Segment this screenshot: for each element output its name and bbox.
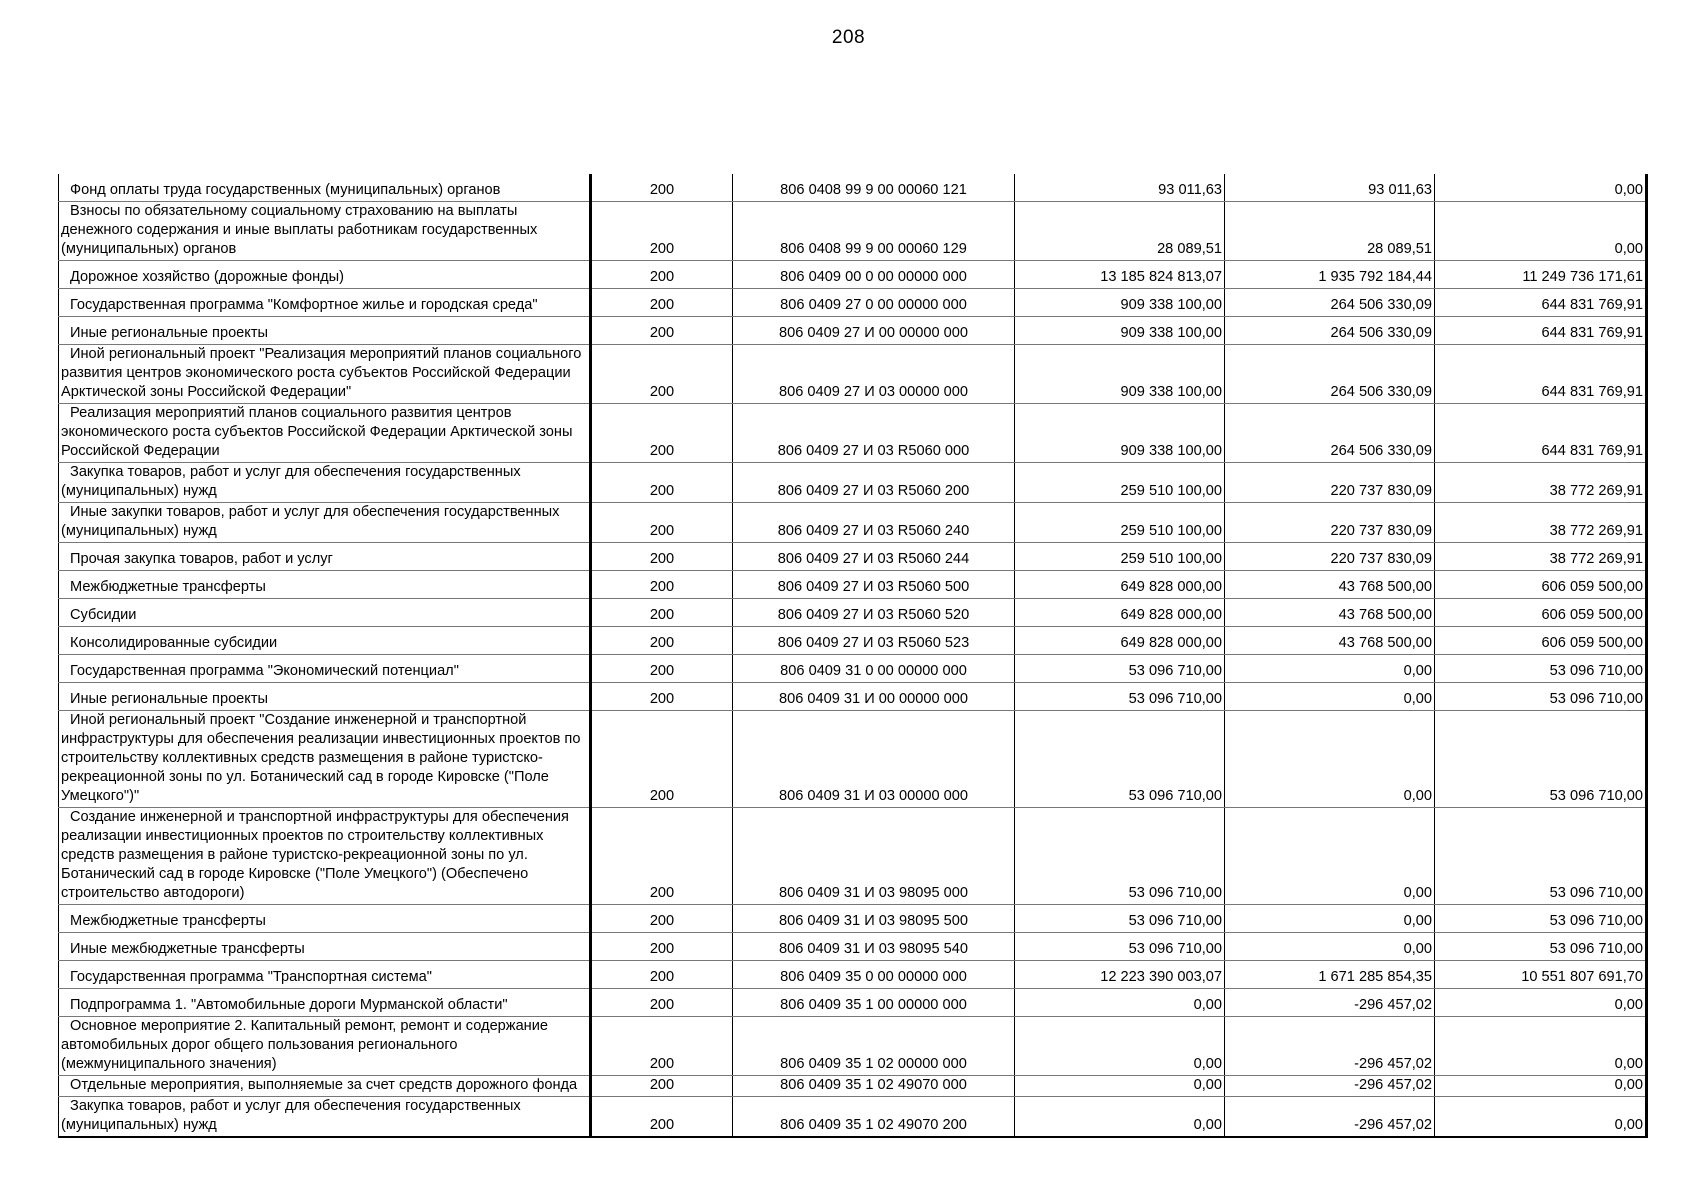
row-name: Консолидированные субсидии xyxy=(70,635,278,651)
table-row xyxy=(59,1017,1647,1076)
row-remaining: 10 551 807 691,70 xyxy=(1435,961,1647,989)
row-name-cell xyxy=(59,202,591,261)
row-code: 200 xyxy=(591,989,733,1017)
row-plan: 259 510 100,00 xyxy=(1015,503,1225,543)
row-name-cell xyxy=(59,1076,591,1097)
row-name: Прочая закупка товаров, работ и услуг xyxy=(70,551,333,567)
row-executed: -296 457,02 xyxy=(1225,989,1435,1017)
row-plan: 53 096 710,00 xyxy=(1015,905,1225,933)
row-name-cell xyxy=(59,711,591,808)
row-executed: 0,00 xyxy=(1225,655,1435,683)
row-executed: 264 506 330,09 xyxy=(1225,404,1435,463)
row-kbk: 806 0409 35 1 02 49070 000 xyxy=(733,1076,1015,1097)
row-name-cell xyxy=(59,261,591,289)
row-kbk: 806 0409 27 И 03 00000 000 xyxy=(733,345,1015,404)
table-row xyxy=(59,933,1647,961)
table-row xyxy=(59,989,1647,1017)
row-name-cell xyxy=(59,933,591,961)
row-plan: 259 510 100,00 xyxy=(1015,543,1225,571)
row-kbk: 806 0409 35 0 00 00000 000 xyxy=(733,961,1015,989)
row-executed: 264 506 330,09 xyxy=(1225,289,1435,317)
row-code: 200 xyxy=(591,1017,733,1076)
row-remaining: 644 831 769,91 xyxy=(1435,404,1647,463)
row-name-cell xyxy=(59,543,591,571)
row-code: 200 xyxy=(591,289,733,317)
row-executed: 0,00 xyxy=(1225,933,1435,961)
row-executed: 43 768 500,00 xyxy=(1225,571,1435,599)
row-name: Взносы по обязательному социальному страхованию на выплаты денежного содержания и иные выплаты работникам государственных (муниципальных) органов xyxy=(61,203,538,257)
row-executed: 0,00 xyxy=(1225,683,1435,711)
row-remaining: 606 059 500,00 xyxy=(1435,571,1647,599)
row-executed: 43 768 500,00 xyxy=(1225,627,1435,655)
row-executed: -296 457,02 xyxy=(1225,1076,1435,1097)
row-name-cell xyxy=(59,905,591,933)
row-plan: 649 828 000,00 xyxy=(1015,571,1225,599)
row-name: Дорожное хозяйство (дорожные фонды) xyxy=(70,269,345,285)
row-remaining: 53 096 710,00 xyxy=(1435,933,1647,961)
row-kbk: 806 0409 27 И 03 R5060 244 xyxy=(733,543,1015,571)
row-kbk: 806 0409 27 И 03 R5060 523 xyxy=(733,627,1015,655)
row-code: 200 xyxy=(591,655,733,683)
row-kbk: 806 0409 35 1 02 49070 200 xyxy=(733,1097,1015,1138)
row-name-cell xyxy=(59,808,591,905)
row-kbk: 806 0409 27 И 03 R5060 200 xyxy=(733,463,1015,503)
row-plan: 909 338 100,00 xyxy=(1015,289,1225,317)
row-plan: 649 828 000,00 xyxy=(1015,627,1225,655)
row-plan: 649 828 000,00 xyxy=(1015,599,1225,627)
row-plan: 53 096 710,00 xyxy=(1015,711,1225,808)
row-remaining: 606 059 500,00 xyxy=(1435,599,1647,627)
table-row xyxy=(59,1097,1647,1138)
table-row xyxy=(59,174,1647,202)
row-name: Иные межбюджетные трансферты xyxy=(70,941,305,957)
row-name-cell xyxy=(59,1017,591,1076)
row-code: 200 xyxy=(591,503,733,543)
row-plan: 909 338 100,00 xyxy=(1015,345,1225,404)
row-plan: 28 089,51 xyxy=(1015,202,1225,261)
table-row xyxy=(59,345,1647,404)
row-name: Закупка товаров, работ и услуг для обеспечения государственных (муниципальных) нужд xyxy=(61,1098,521,1133)
row-code: 200 xyxy=(591,404,733,463)
budget-execution-table-container xyxy=(58,174,1646,1138)
row-kbk: 806 0409 35 1 00 00000 000 xyxy=(733,989,1015,1017)
row-executed: 220 737 830,09 xyxy=(1225,503,1435,543)
table-row xyxy=(59,289,1647,317)
row-code: 200 xyxy=(591,627,733,655)
row-remaining: 0,00 xyxy=(1435,1017,1647,1076)
row-code: 200 xyxy=(591,711,733,808)
row-kbk: 806 0409 27 И 00 00000 000 xyxy=(733,317,1015,345)
row-executed: 0,00 xyxy=(1225,711,1435,808)
row-plan: 53 096 710,00 xyxy=(1015,808,1225,905)
row-executed: 1 935 792 184,44 xyxy=(1225,261,1435,289)
row-code: 200 xyxy=(591,261,733,289)
row-code: 200 xyxy=(591,599,733,627)
table-row xyxy=(59,503,1647,543)
table-row xyxy=(59,202,1647,261)
table-row xyxy=(59,317,1647,345)
row-kbk: 806 0409 31 И 03 98095 540 xyxy=(733,933,1015,961)
row-name-cell xyxy=(59,404,591,463)
table-row xyxy=(59,1076,1647,1097)
row-code: 200 xyxy=(591,961,733,989)
row-code: 200 xyxy=(591,808,733,905)
row-code: 200 xyxy=(591,202,733,261)
row-name: Межбюджетные трансферты xyxy=(70,579,266,595)
row-name: Создание инженерной и транспортной инфраструктуры для обеспечения реализации инвестиционных проектов по строительству коллективных средств размещения в районе туристско-рекреационной зоны по ул. Ботанический сад в городе Кировске ("Поле Умецкого") (Обеспечено строительство автодороги) xyxy=(61,809,569,901)
row-name: Реализация мероприятий планов социального развития центров экономического роста субъектов Российской Федерации Арктической зоны Российской Федерации xyxy=(61,405,573,459)
row-remaining: 38 772 269,91 xyxy=(1435,463,1647,503)
table-row xyxy=(59,808,1647,905)
row-remaining: 0,00 xyxy=(1435,1076,1647,1097)
row-kbk: 806 0408 99 9 00 00060 121 xyxy=(733,174,1015,202)
row-name: Отдельные мероприятия, выполняемые за счет средств дорожного фонда xyxy=(70,1077,578,1093)
row-plan: 0,00 xyxy=(1015,1017,1225,1076)
row-executed: -296 457,02 xyxy=(1225,1017,1435,1076)
row-code: 200 xyxy=(591,1097,733,1138)
row-remaining: 11 249 736 171,61 xyxy=(1435,261,1647,289)
row-remaining: 53 096 710,00 xyxy=(1435,808,1647,905)
table-row xyxy=(59,905,1647,933)
table-row xyxy=(59,599,1647,627)
row-executed: 43 768 500,00 xyxy=(1225,599,1435,627)
row-code: 200 xyxy=(591,905,733,933)
row-kbk: 806 0409 31 0 00 00000 000 xyxy=(733,655,1015,683)
row-executed: 93 011,63 xyxy=(1225,174,1435,202)
row-kbk: 806 0409 27 И 03 R5060 000 xyxy=(733,404,1015,463)
row-name-cell xyxy=(59,289,591,317)
row-name-cell xyxy=(59,463,591,503)
row-executed: 264 506 330,09 xyxy=(1225,317,1435,345)
row-plan: 13 185 824 813,07 xyxy=(1015,261,1225,289)
budget-execution-table xyxy=(58,174,1648,1138)
row-plan: 909 338 100,00 xyxy=(1015,404,1225,463)
row-kbk: 806 0409 31 И 00 00000 000 xyxy=(733,683,1015,711)
row-name-cell xyxy=(59,655,591,683)
row-name: Государственная программа "Комфортное жилье и городская среда" xyxy=(70,297,538,313)
row-kbk: 806 0408 99 9 00 00060 129 xyxy=(733,202,1015,261)
row-plan: 53 096 710,00 xyxy=(1015,655,1225,683)
row-name-cell xyxy=(59,1097,591,1138)
row-remaining: 0,00 xyxy=(1435,202,1647,261)
row-plan: 0,00 xyxy=(1015,989,1225,1017)
row-kbk: 806 0409 27 0 00 00000 000 xyxy=(733,289,1015,317)
row-code: 200 xyxy=(591,463,733,503)
row-executed: 28 089,51 xyxy=(1225,202,1435,261)
row-name: Иные региональные проекты xyxy=(70,325,269,341)
row-name-cell xyxy=(59,961,591,989)
row-name: Межбюджетные трансферты xyxy=(70,913,266,929)
row-plan: 0,00 xyxy=(1015,1076,1225,1097)
row-code: 200 xyxy=(591,571,733,599)
row-name-cell xyxy=(59,627,591,655)
row-remaining: 606 059 500,00 xyxy=(1435,627,1647,655)
row-plan: 0,00 xyxy=(1015,1097,1225,1138)
table-row xyxy=(59,683,1647,711)
row-name: Иные региональные проекты xyxy=(70,691,269,707)
table-body xyxy=(59,174,1647,1137)
row-remaining: 53 096 710,00 xyxy=(1435,655,1647,683)
row-kbk: 806 0409 27 И 03 R5060 240 xyxy=(733,503,1015,543)
row-code: 200 xyxy=(591,317,733,345)
row-name: Государственная программа "Экономический потенциал" xyxy=(70,663,459,679)
table-row xyxy=(59,961,1647,989)
row-name-cell xyxy=(59,599,591,627)
row-executed: 0,00 xyxy=(1225,905,1435,933)
row-code: 200 xyxy=(591,933,733,961)
row-kbk: 806 0409 27 И 03 R5060 500 xyxy=(733,571,1015,599)
row-name: Подпрограмма 1. "Автомобильные дороги Мурманской области" xyxy=(70,997,508,1013)
row-kbk: 806 0409 27 И 03 R5060 520 xyxy=(733,599,1015,627)
row-executed: 1 671 285 854,35 xyxy=(1225,961,1435,989)
row-name-cell xyxy=(59,317,591,345)
row-name-cell xyxy=(59,989,591,1017)
row-name-cell xyxy=(59,345,591,404)
row-remaining: 644 831 769,91 xyxy=(1435,345,1647,404)
row-kbk: 806 0409 35 1 02 00000 000 xyxy=(733,1017,1015,1076)
row-code: 200 xyxy=(591,345,733,404)
table-row xyxy=(59,261,1647,289)
row-plan: 12 223 390 003,07 xyxy=(1015,961,1225,989)
row-name: Субсидии xyxy=(70,607,137,623)
row-kbk: 806 0409 31 И 03 00000 000 xyxy=(733,711,1015,808)
table-row xyxy=(59,463,1647,503)
row-executed: 220 737 830,09 xyxy=(1225,543,1435,571)
row-name: Иные закупки товаров, работ и услуг для обеспечения государственных (муниципальных) нужд xyxy=(61,504,560,539)
row-executed: -296 457,02 xyxy=(1225,1097,1435,1138)
row-plan: 53 096 710,00 xyxy=(1015,933,1225,961)
row-name: Иной региональный проект "Реализация мероприятий планов социального развития центров экономического роста субъектов Российской Федерации Арктической зоны Российской Федерации" xyxy=(61,346,582,400)
row-name: Государственная программа "Транспортная система" xyxy=(70,969,432,985)
row-name: Закупка товаров, работ и услуг для обеспечения государственных (муниципальных) нужд xyxy=(61,464,521,499)
row-remaining: 0,00 xyxy=(1435,174,1647,202)
row-executed: 220 737 830,09 xyxy=(1225,463,1435,503)
row-remaining: 53 096 710,00 xyxy=(1435,683,1647,711)
row-code: 200 xyxy=(591,683,733,711)
row-remaining: 0,00 xyxy=(1435,989,1647,1017)
row-plan: 909 338 100,00 xyxy=(1015,317,1225,345)
row-kbk: 806 0409 31 И 03 98095 500 xyxy=(733,905,1015,933)
row-remaining: 53 096 710,00 xyxy=(1435,711,1647,808)
table-row xyxy=(59,404,1647,463)
table-row xyxy=(59,543,1647,571)
row-name-cell xyxy=(59,503,591,543)
row-plan: 259 510 100,00 xyxy=(1015,463,1225,503)
row-code: 200 xyxy=(591,543,733,571)
row-name-cell xyxy=(59,683,591,711)
row-plan: 53 096 710,00 xyxy=(1015,683,1225,711)
table-row xyxy=(59,711,1647,808)
row-code: 200 xyxy=(591,1076,733,1097)
row-remaining: 644 831 769,91 xyxy=(1435,317,1647,345)
row-executed: 0,00 xyxy=(1225,808,1435,905)
row-name: Фонд оплаты труда государственных (муниципальных) органов xyxy=(70,182,501,198)
row-remaining: 53 096 710,00 xyxy=(1435,905,1647,933)
row-code: 200 xyxy=(591,174,733,202)
row-name: Иной региональный проект "Создание инженерной и транспортной инфраструктуры для обеспечения реализации инвестиционных проектов по строительству коллективных средств размещения в районе туристско-рекреационной зоны по ул. Ботанический сад в городе Кировске ("Поле Умецкого")" xyxy=(61,712,581,804)
row-remaining: 38 772 269,91 xyxy=(1435,503,1647,543)
table-row xyxy=(59,571,1647,599)
row-kbk: 806 0409 00 0 00 00000 000 xyxy=(733,261,1015,289)
row-kbk: 806 0409 31 И 03 98095 000 xyxy=(733,808,1015,905)
row-plan: 93 011,63 xyxy=(1015,174,1225,202)
row-name: Основное мероприятие 2. Капитальный ремонт, ремонт и содержание автомобильных дорог общего пользования регионального (межмуниципального значения) xyxy=(61,1018,549,1072)
row-name-cell xyxy=(59,174,591,202)
table-row xyxy=(59,627,1647,655)
row-remaining: 644 831 769,91 xyxy=(1435,289,1647,317)
row-executed: 264 506 330,09 xyxy=(1225,345,1435,404)
page-number: 208 xyxy=(831,27,866,48)
row-remaining: 0,00 xyxy=(1435,1097,1647,1138)
row-remaining: 38 772 269,91 xyxy=(1435,543,1647,571)
table-row xyxy=(59,655,1647,683)
row-name-cell xyxy=(59,571,591,599)
